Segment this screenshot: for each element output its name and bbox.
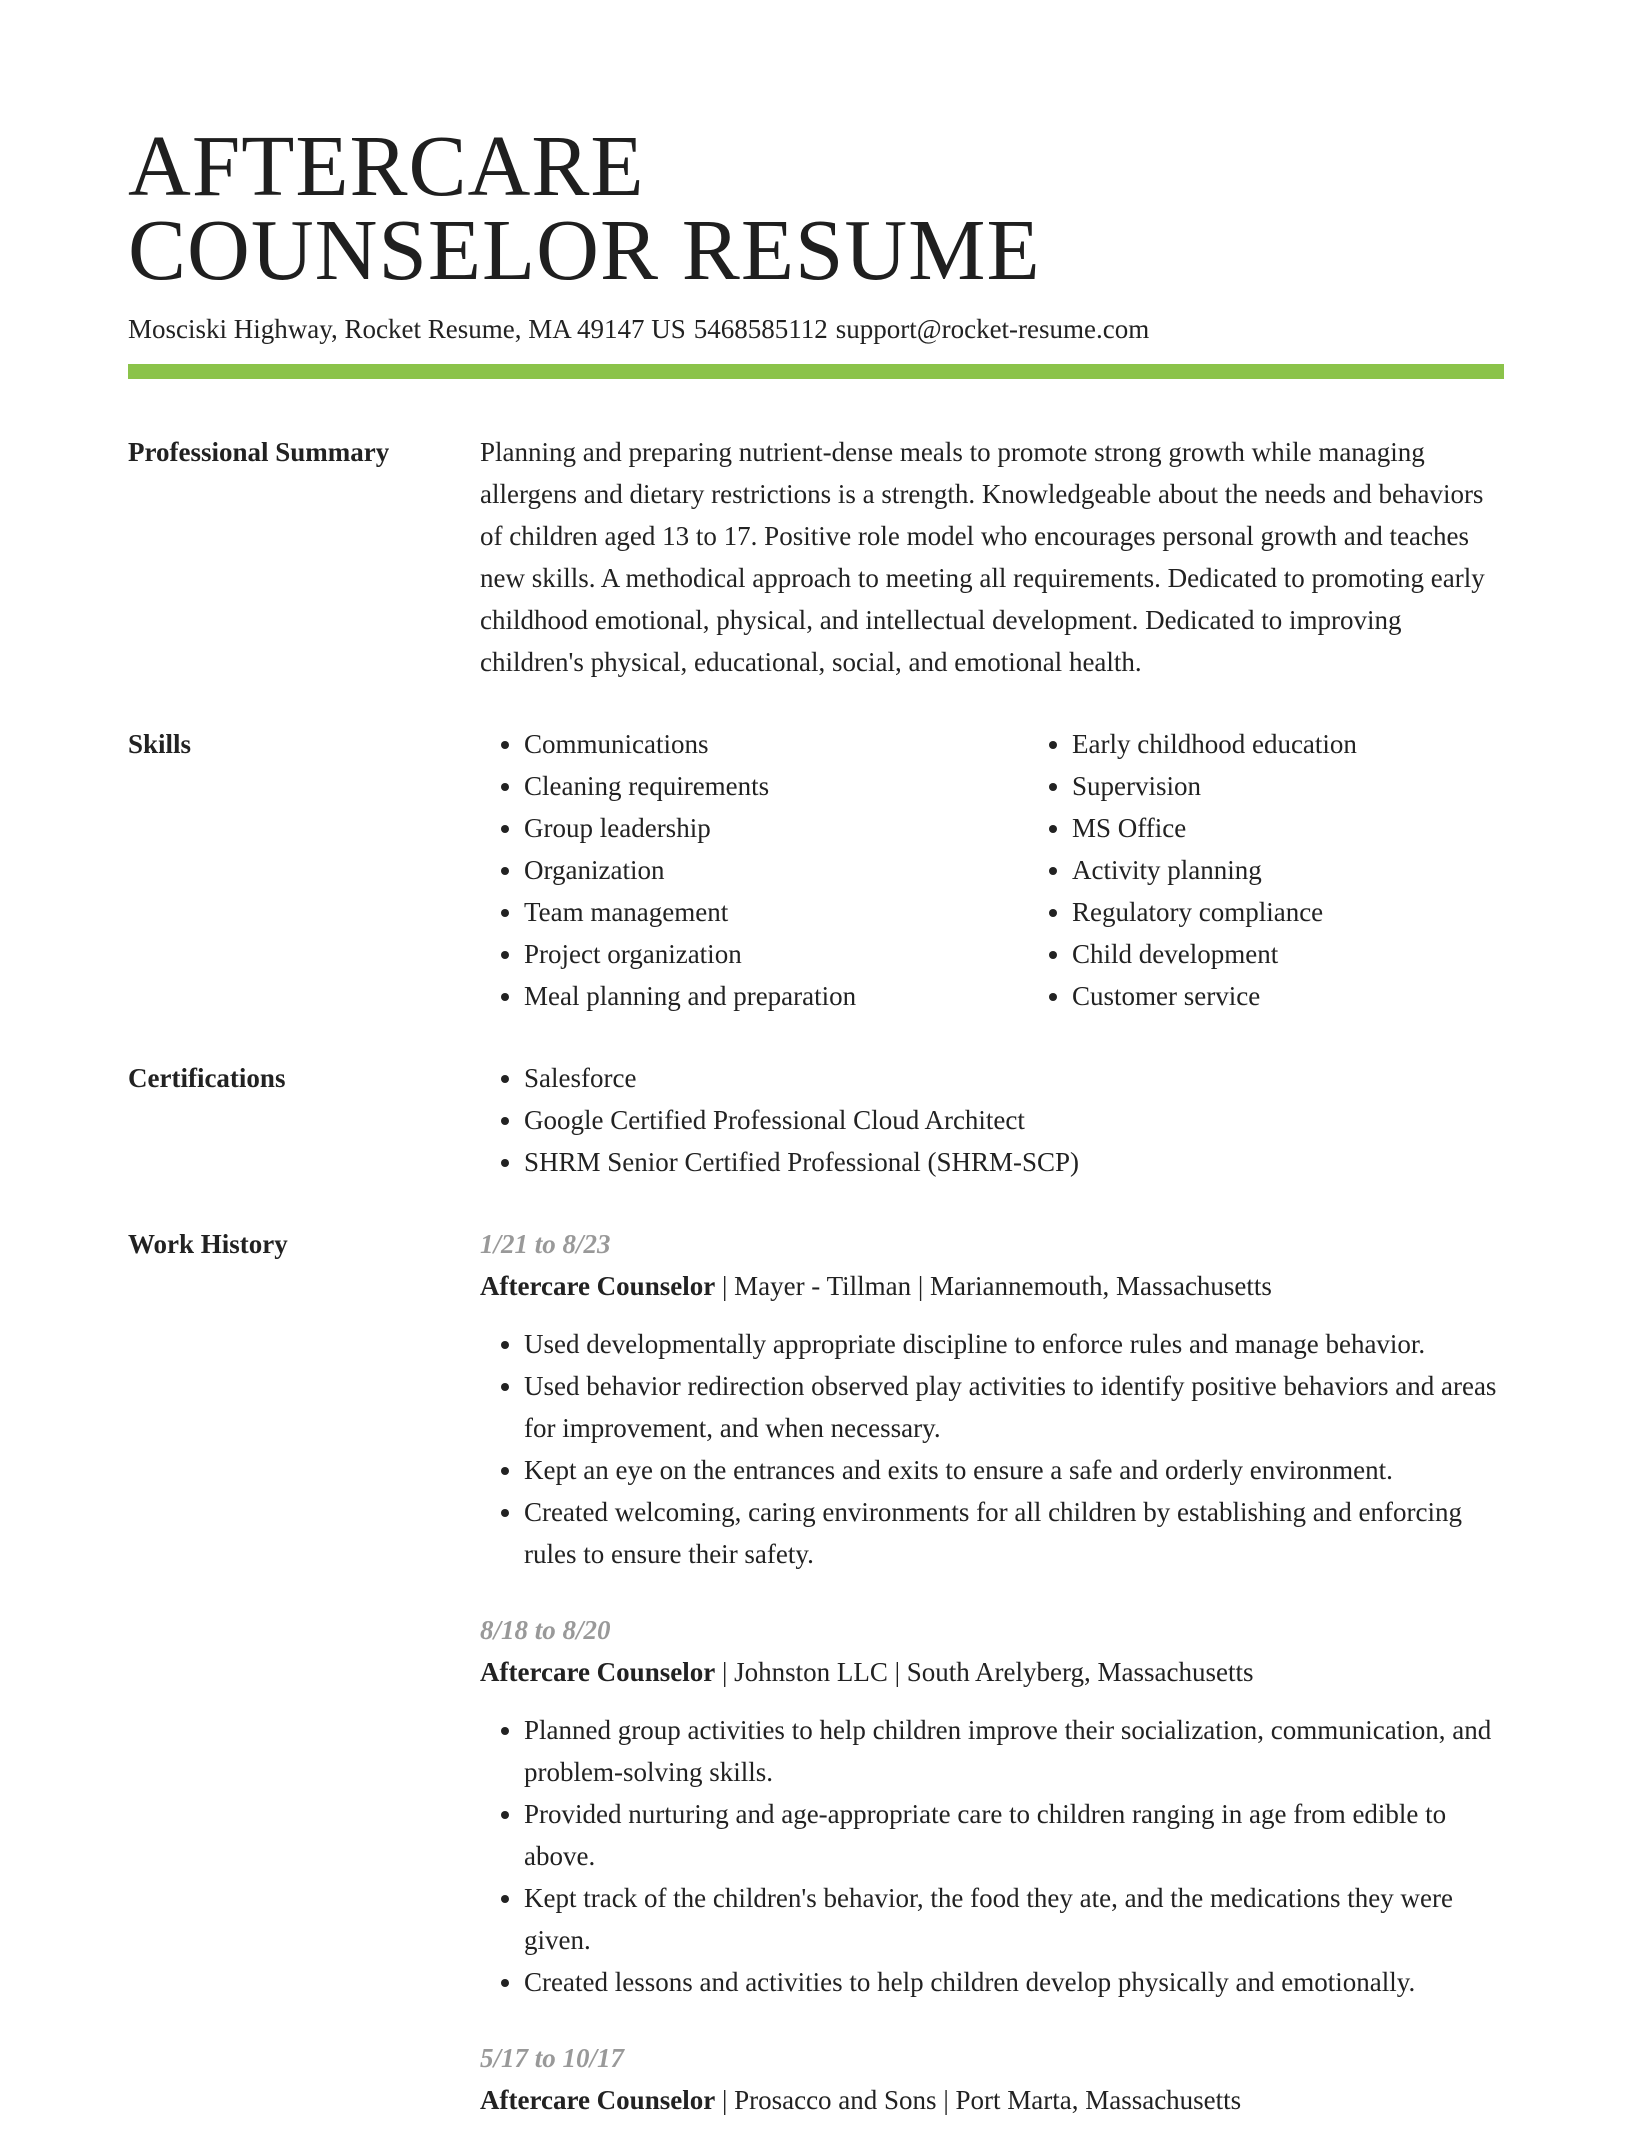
skills-columns: [480, 723, 1576, 1017]
list-item: • Used behavior redirection observed play activities to identify positive behaviors and areas for improvement, and when necessary.: [524, 1365, 1504, 1449]
list-item: • Communications: [524, 723, 1028, 765]
title-line-1: AFTERCARE: [128, 117, 645, 214]
list-item: • Activity planning: [1072, 849, 1576, 891]
list-item: • Meal planning and preparation: [524, 975, 1028, 1017]
resume-title: [128, 0, 1504, 298]
job-details: | Johnston LLC | South Arelyberg, Massachusetts: [715, 1657, 1254, 1687]
list-item: • Google Certified Professional Cloud Architect: [524, 1099, 1504, 1141]
summary-section: [128, 431, 1504, 683]
header-divider: [128, 364, 1504, 379]
list-item: • Created lessons and activities to help children develop physically and emotionally.: [524, 1961, 1504, 2003]
skills-list-right: [1028, 723, 1576, 1017]
list-item: • Early childhood education: [1072, 723, 1576, 765]
address: Mosciski Highway, Rocket Resume, MA 49147 US: [128, 314, 686, 344]
job-entry: [480, 2037, 1504, 2121]
job-entry: [480, 1609, 1504, 2003]
list-item: • Salesforce: [524, 1057, 1504, 1099]
skills-section: [128, 723, 1504, 1017]
contact-line: [128, 312, 1504, 346]
certifications-section: [128, 1057, 1504, 1183]
list-item: • Cleaning requirements: [524, 765, 1028, 807]
job-heading: [480, 1651, 1504, 1693]
title-line-2: COUNSELOR RESUME: [128, 201, 1041, 298]
section-content: [480, 1057, 1504, 1183]
job-entry: [480, 1223, 1504, 1575]
job-dates: 5/17 to 10/17: [480, 2043, 625, 2073]
certifications-list: [480, 1057, 1504, 1183]
job-heading: [480, 2079, 1504, 2121]
job-dates: 8/18 to 8/20: [480, 1615, 611, 1645]
list-item: • Kept track of the children's behavior, the food they ate, and the medications they were given.: [524, 1877, 1504, 1961]
list-item: • Organization: [524, 849, 1028, 891]
list-item: • Child development: [1072, 933, 1576, 975]
list-item: • Team management: [524, 891, 1028, 933]
list-item: • Group leadership: [524, 807, 1028, 849]
list-item: • Provided nurturing and age-appropriate care to children ranging in age from edible to above.: [524, 1793, 1504, 1877]
summary-text: Planning and preparing nutrient-dense meals to promote strong growth while managing allergens and dietary restrictions is a strength. Knowledgeable about the needs and behaviors of children aged 13 to 17. Positive role model who encourages personal growth and teaches new skills. A methodical approach to meeting all requirements. Dedicated to promoting early childhood emotional, physical, and intellectual development. Dedicated to improving children's physical, educational, social, and emotional health.: [480, 437, 1485, 677]
job-title: Aftercare Counselor: [480, 1271, 716, 1301]
list-item: • MS Office: [1072, 807, 1576, 849]
list-item: • Supervision: [1072, 765, 1576, 807]
job-bullets: [480, 1709, 1504, 2003]
work-history-section: [128, 1223, 1504, 2155]
list-item: • Kept an eye on the entrances and exits to ensure a safe and orderly environment.: [524, 1449, 1504, 1491]
section-content: [480, 431, 1504, 683]
email: support@rocket-resume.com: [835, 314, 1150, 344]
section-label: Certifications: [128, 1063, 286, 1093]
phone: 5468585112: [693, 314, 828, 344]
list-item: • Regulatory compliance: [1072, 891, 1576, 933]
job-details: | Prosacco and Sons | Port Marta, Massachusetts: [715, 2085, 1242, 2115]
job-bullets: [480, 1323, 1504, 1575]
list-item: • SHRM Senior Certified Professional (SHRM-SCP): [524, 1141, 1504, 1183]
resume-page: [128, 0, 1504, 2155]
job-heading: [480, 1265, 1504, 1307]
job-title: Aftercare Counselor: [480, 1657, 716, 1687]
job-details: | Mayer - Tillman | Mariannemouth, Massachusetts: [715, 1271, 1272, 1301]
list-item: • Used developmentally appropriate discipline to enforce rules and manage behavior.: [524, 1323, 1504, 1365]
job-title: Aftercare Counselor: [480, 2085, 716, 2115]
list-item: • Project organization: [524, 933, 1028, 975]
section-label: Skills: [128, 729, 192, 759]
skills-list-left: [480, 723, 1028, 1017]
job-dates: 1/21 to 8/23: [480, 1229, 611, 1259]
list-item: • Created welcoming, caring environments for all children by establishing and enforcing rules to ensure their safety.: [524, 1491, 1504, 1575]
section-label: Work History: [128, 1229, 288, 1259]
section-content: [480, 1223, 1504, 2155]
list-item: • Customer service: [1072, 975, 1576, 1017]
list-item: • Planned group activities to help children improve their socialization, communication, and problem-solving skills.: [524, 1709, 1504, 1793]
section-label: Professional Summary: [128, 437, 390, 467]
